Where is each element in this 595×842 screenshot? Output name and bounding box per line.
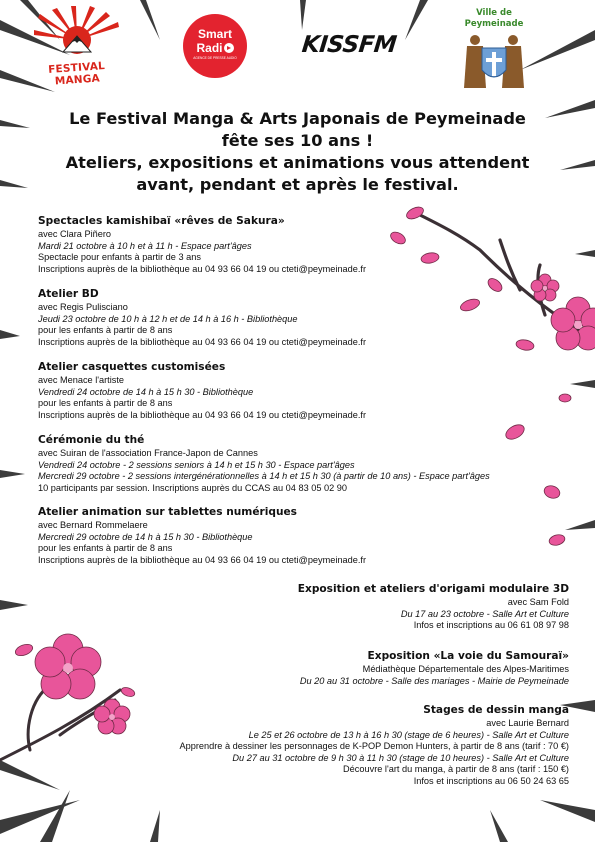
section-line: avec Laurie Bernard — [486, 718, 569, 728]
ville-text: Ville de — [476, 8, 512, 18]
section-line-date: Du 20 au 31 octobre - Salle des mariages - Mairie de Peymeinade — [299, 675, 569, 686]
section-line: avec Regis Pulisciano — [38, 302, 128, 312]
section-line-date: Le 25 et 26 octobre de 13 h à 16 h 30 (stage de 6 heures) - Salle Art et Culture — [248, 729, 569, 740]
section-line: avec Suiran de l'association France-Japon de Cannes — [38, 448, 258, 458]
section-line-contact: Inscriptions auprès de la bibliothèque au 04 93 66 04 19 ou cteti@peymeinade.fr — [38, 554, 367, 565]
section-line-date: Du 27 au 31 octobre de 9 h 30 à 11 h 30 (stage de 10 heures) - Salle Art et Culture — [232, 752, 569, 763]
headline-line-3: Ateliers, expositions et animations vous attendent — [65, 153, 530, 172]
festival-manga-logo — [28, 6, 126, 88]
festival-manga-text: FESTIVAL MANGA — [47, 60, 106, 88]
section-samourai — [69, 650, 569, 687]
section-line: avec Clara Piñero — [38, 229, 112, 239]
headline-line-1: Le Festival Manga & Arts Japonais de Peymeinade — [69, 109, 526, 128]
section-tablettes — [38, 506, 578, 566]
section-line-contact: 10 participants par session. Inscriptions auprès du CCAS au 04 83 05 02 90 — [38, 482, 347, 493]
section-line: pour les enfants à partir de 8 ans — [38, 543, 173, 554]
section-line: Apprendre à dessiner les personnages de K-POP Demon Hunters, à partir de 8 ans (tarif : 70 €) — [179, 741, 569, 752]
section-line-contact: Infos et inscriptions au 06 50 24 63 65 — [413, 775, 569, 786]
ville-peymeinade-logo — [462, 6, 526, 90]
section-line: pour les enfants à partir de 8 ans — [38, 398, 173, 409]
section-ceremonie-the — [38, 434, 578, 494]
smart-radio-text-2: Radi — [196, 41, 223, 55]
section-line: Découvre l'art du manga, à partir de 8 ans (tarif : 150 €) — [343, 764, 569, 775]
smart-radio-logo — [183, 14, 247, 78]
section-line: Médiathèque Départementale des Alpes-Maritimes — [362, 664, 569, 674]
section-title: Cérémonie du thé — [38, 434, 145, 446]
section-line-date: Mercredi 29 octobre de 14 h à 15 h 30 - Bibliothèque — [38, 531, 253, 542]
headline — [30, 108, 565, 196]
section-title: Atelier BD — [38, 288, 99, 300]
smart-radio-subtitle: AGENCE DE PRESSE AUDIO — [193, 56, 237, 60]
headline-line-2: fête ses 10 ans ! — [221, 131, 374, 150]
section-line-date: Vendredi 24 octobre - 2 sessions seniors à 14 h et 15 h 30 - Espace part'âges — [38, 459, 355, 470]
section-line-date: Mercredi 29 octobre - 2 sessions intergénérationnelles à 14 h et 15 h 30 (à partir de 10 ans) - Espace part'âges — [38, 471, 490, 482]
peymeinade-text: Peymeinade — [464, 19, 524, 29]
section-line-contact: Inscriptions auprès de la bibliothèque au 04 93 66 04 19 ou cteti@peymeinade.fr — [38, 336, 367, 347]
section-origami — [69, 583, 569, 632]
section-kamishibai — [38, 215, 578, 275]
section-stages-manga — [69, 704, 569, 788]
section-title: Stages de dessin manga — [423, 704, 569, 716]
section-title: Exposition et ateliers d'origami modulaire 3D — [297, 583, 569, 595]
section-line-date: Vendredi 24 octobre de 14 h à 15 h 30 - Bibliothèque — [38, 386, 254, 397]
section-atelier-bd — [38, 288, 578, 348]
section-title: Spectacles kamishibaï «rêves de Sakura» — [38, 215, 285, 227]
section-line: pour les enfants à partir de 8 ans — [38, 325, 173, 336]
section-line: avec Bernard Rommelaere — [38, 520, 148, 530]
section-title: Exposition «La voie du Samouraï» — [367, 650, 569, 662]
section-line-contact: Inscriptions auprès de la bibliothèque au 04 93 66 04 19 ou cteti@peymeinade.fr — [38, 409, 367, 420]
section-line-date: Mardi 21 octobre à 10 h et à 11 h - Espace part'âges — [38, 240, 252, 251]
section-line: Spectacle pour enfants à partir de 3 ans — [38, 252, 201, 263]
section-casquettes — [38, 361, 578, 421]
section-line: avec Menace l'artiste — [38, 375, 125, 385]
section-line-date: Du 17 au 23 octobre - Salle Art et Culture — [400, 608, 569, 619]
play-icon — [224, 43, 234, 53]
coat-of-arms-icon — [462, 30, 526, 90]
section-title: Atelier animation sur tablettes numériques — [38, 506, 297, 518]
section-line: avec Sam Fold — [507, 597, 569, 607]
section-line-contact: Inscriptions auprès de la bibliothèque au 04 93 66 04 19 ou cteti@peymeinade.fr — [38, 263, 367, 274]
smart-radio-text-1: Smart — [197, 27, 232, 41]
section-title: Atelier casquettes customisées — [38, 361, 226, 373]
section-line-contact: Infos et inscriptions au 06 61 08 97 98 — [413, 620, 569, 631]
kissfm-logo: KISSFM — [300, 32, 398, 58]
section-line-date: Jeudi 23 octobre de 10 h à 12 h et de 14 h à 16 h - Bibliothèque — [38, 313, 298, 324]
headline-line-4: avant, pendant et après le festival. — [136, 175, 459, 194]
